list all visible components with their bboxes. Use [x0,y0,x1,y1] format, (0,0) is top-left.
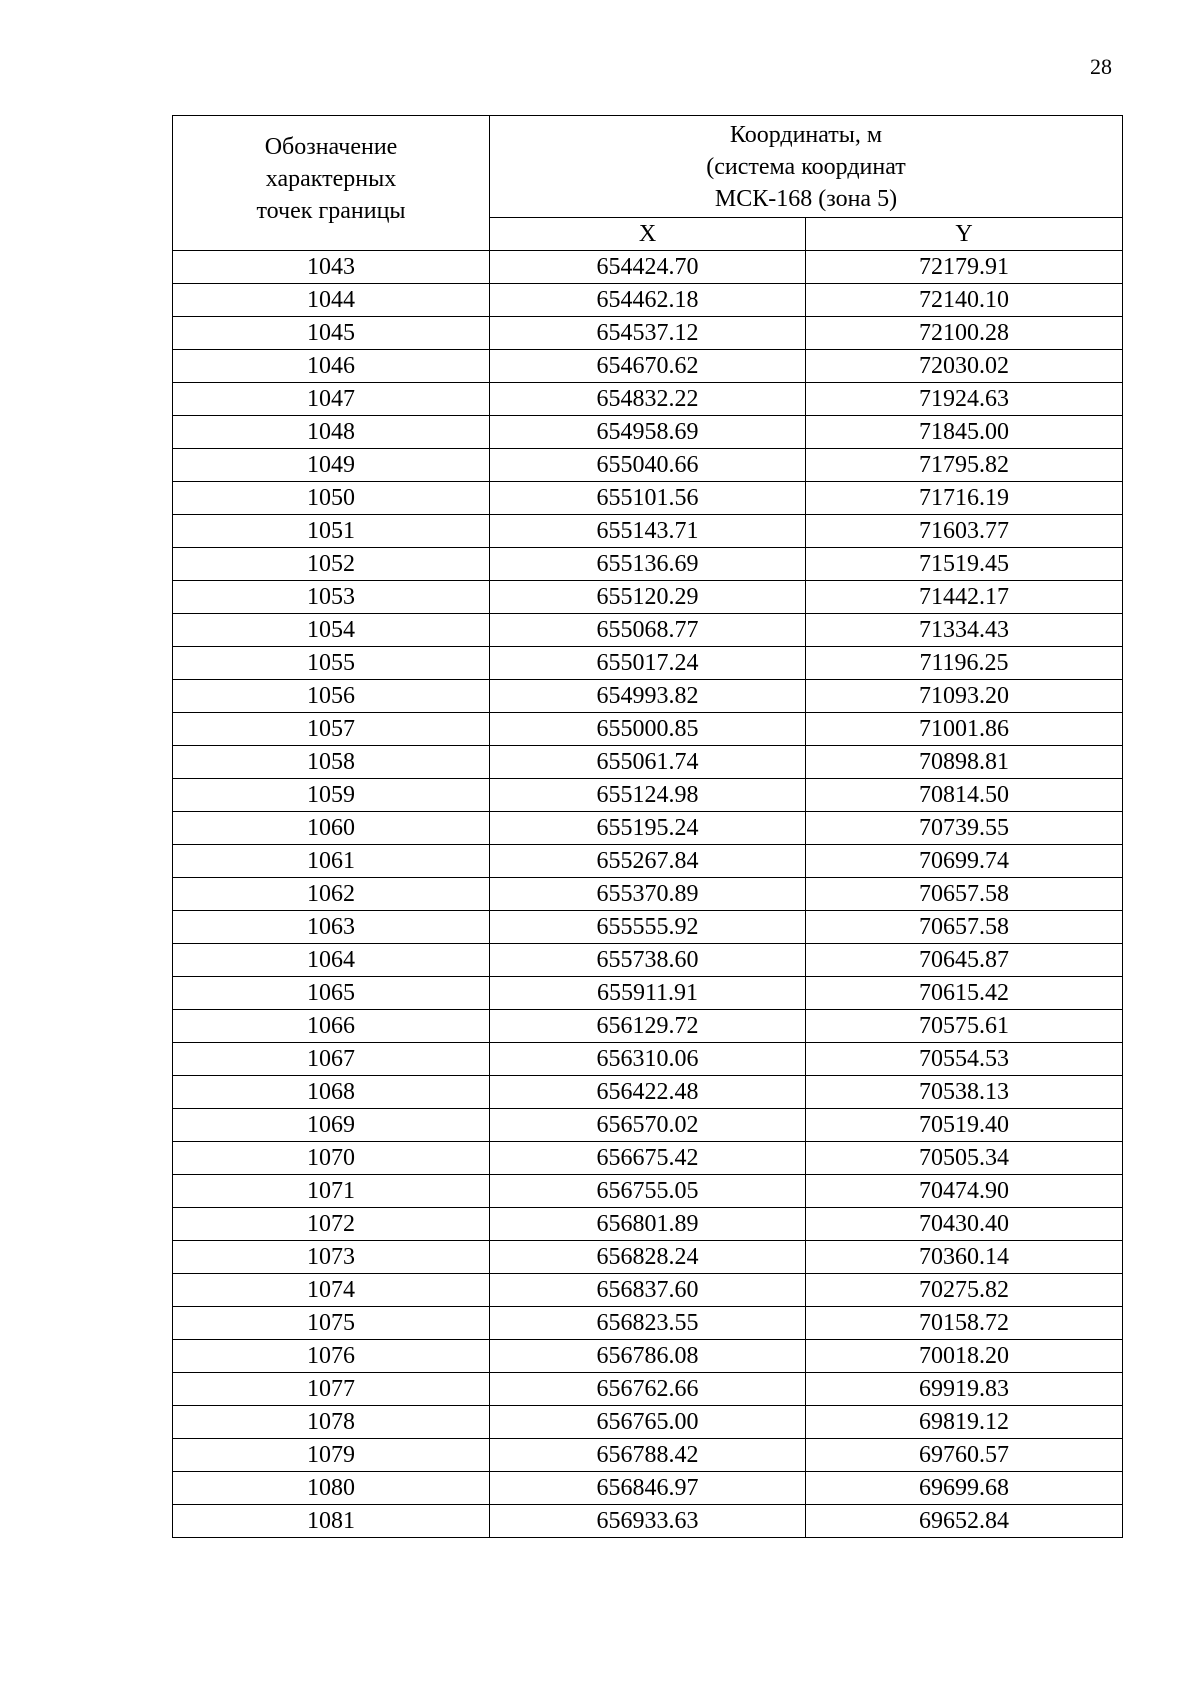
x-coordinate-cell: 656570.02 [490,1109,806,1142]
point-cell: 1063 [173,911,490,944]
y-coordinate-cell: 69652.84 [806,1505,1123,1538]
table-row [173,1274,1123,1307]
table-row [173,779,1123,812]
point-cell: 1058 [173,746,490,779]
table-row [173,812,1123,845]
point-cell: 1075 [173,1307,490,1340]
y-coordinate-cell: 71442.17 [806,581,1123,614]
table-row [173,1109,1123,1142]
point-cell: 1071 [173,1175,490,1208]
table-row [173,515,1123,548]
y-coordinate-cell: 71795.82 [806,449,1123,482]
y-coordinate-cell: 71924.63 [806,383,1123,416]
x-coordinate-cell: 654993.82 [490,680,806,713]
x-coordinate-cell: 654424.70 [490,251,806,284]
x-coordinate-cell: 656846.97 [490,1472,806,1505]
x-coordinate-cell: 655040.66 [490,449,806,482]
x-coordinate-cell: 654958.69 [490,416,806,449]
x-coordinate-cell: 655195.24 [490,812,806,845]
table-row [173,1373,1123,1406]
point-cell: 1072 [173,1208,490,1241]
y-coordinate-cell: 71519.45 [806,548,1123,581]
point-cell: 1074 [173,1274,490,1307]
table-row [173,251,1123,284]
point-cell: 1078 [173,1406,490,1439]
point-cell: 1052 [173,548,490,581]
x-coordinate-cell: 656837.60 [490,1274,806,1307]
x-coordinate-cell: 654462.18 [490,284,806,317]
table-body [173,251,1123,1538]
x-coordinate-cell: 656823.55 [490,1307,806,1340]
y-coordinate-cell: 70814.50 [806,779,1123,812]
point-cell: 1050 [173,482,490,515]
y-coordinate-cell: 70430.40 [806,1208,1123,1241]
y-coordinate-cell: 70474.90 [806,1175,1123,1208]
x-column-header: X [490,218,806,251]
coords-header-line: (система координат [706,154,906,180]
x-coordinate-cell: 655911.91 [490,977,806,1010]
coords-header-line: МСК-168 (зона 5) [714,186,898,212]
table-row [173,1076,1123,1109]
table-row [173,548,1123,581]
y-coordinate-cell: 69760.57 [806,1439,1123,1472]
point-header-line: характерных [265,166,397,192]
point-cell: 1073 [173,1241,490,1274]
table-row [173,482,1123,515]
table-row [173,581,1123,614]
y-coordinate-cell: 70018.20 [806,1340,1123,1373]
y-coordinate-cell: 69919.83 [806,1373,1123,1406]
x-coordinate-cell: 654670.62 [490,350,806,383]
y-coordinate-cell: 70554.53 [806,1043,1123,1076]
y-coordinate-cell: 71603.77 [806,515,1123,548]
table-row [173,1340,1123,1373]
point-header-line: Обозначение [264,134,398,160]
x-coordinate-cell: 654537.12 [490,317,806,350]
y-coordinate-cell: 70657.58 [806,911,1123,944]
table-row [173,977,1123,1010]
x-coordinate-cell: 656788.42 [490,1439,806,1472]
y-coordinate-cell: 70575.61 [806,1010,1123,1043]
point-cell: 1065 [173,977,490,1010]
point-cell: 1049 [173,449,490,482]
x-coordinate-cell: 655267.84 [490,845,806,878]
table-row [173,1406,1123,1439]
table-row [173,1472,1123,1505]
point-cell: 1076 [173,1340,490,1373]
point-header-line: точек границы [256,198,406,224]
table-row [173,416,1123,449]
table-row [173,1175,1123,1208]
table-row [173,713,1123,746]
table-row [173,317,1123,350]
x-coordinate-cell: 655738.60 [490,944,806,977]
table-row [173,1043,1123,1076]
table-row [173,614,1123,647]
x-coordinate-cell: 655000.85 [490,713,806,746]
point-cell: 1055 [173,647,490,680]
y-coordinate-cell: 70898.81 [806,746,1123,779]
y-coordinate-cell: 70519.40 [806,1109,1123,1142]
table-row [173,1142,1123,1175]
x-coordinate-cell: 655555.92 [490,911,806,944]
x-coordinate-cell: 654832.22 [490,383,806,416]
point-cell: 1059 [173,779,490,812]
point-cell: 1081 [173,1505,490,1538]
y-coordinate-cell: 70615.42 [806,977,1123,1010]
y-coordinate-cell: 72100.28 [806,317,1123,350]
point-cell: 1060 [173,812,490,845]
y-coordinate-cell: 71196.25 [806,647,1123,680]
table-row [173,1439,1123,1472]
y-coordinate-cell: 69819.12 [806,1406,1123,1439]
y-column-header: Y [806,218,1123,251]
y-coordinate-cell: 72030.02 [806,350,1123,383]
table-row [173,449,1123,482]
x-coordinate-cell: 655136.69 [490,548,806,581]
point-cell: 1045 [173,317,490,350]
x-coordinate-cell: 656933.63 [490,1505,806,1538]
x-coordinate-cell: 655068.77 [490,614,806,647]
point-cell: 1067 [173,1043,490,1076]
table-row [173,746,1123,779]
y-coordinate-cell: 69699.68 [806,1472,1123,1505]
x-coordinate-cell: 656129.72 [490,1010,806,1043]
point-cell: 1051 [173,515,490,548]
point-cell: 1066 [173,1010,490,1043]
y-coordinate-cell: 70505.34 [806,1142,1123,1175]
y-coordinate-cell: 70158.72 [806,1307,1123,1340]
coords-header-line: Координаты, м [729,122,883,148]
point-designation-header [173,116,490,251]
table-row [173,1010,1123,1043]
point-cell: 1068 [173,1076,490,1109]
point-cell: 1079 [173,1439,490,1472]
x-coordinate-cell: 656422.48 [490,1076,806,1109]
coordinates-group-header [490,116,1123,218]
point-cell: 1061 [173,845,490,878]
x-coordinate-cell: 656762.66 [490,1373,806,1406]
table-row [173,911,1123,944]
x-coordinate-cell: 655124.98 [490,779,806,812]
point-cell: 1048 [173,416,490,449]
x-coordinate-cell: 656786.08 [490,1340,806,1373]
x-coordinate-cell: 656828.24 [490,1241,806,1274]
y-coordinate-cell: 72140.10 [806,284,1123,317]
x-coordinate-cell: 656755.05 [490,1175,806,1208]
x-coordinate-cell: 655101.56 [490,482,806,515]
y-coordinate-cell: 70699.74 [806,845,1123,878]
y-coordinate-cell: 70275.82 [806,1274,1123,1307]
coordinates-table [172,115,1123,1538]
point-cell: 1043 [173,251,490,284]
table-row [173,383,1123,416]
table-header [173,116,1123,251]
point-cell: 1062 [173,878,490,911]
x-coordinate-cell: 655017.24 [490,647,806,680]
point-cell: 1044 [173,284,490,317]
table-row [173,845,1123,878]
page-number: 28 [1090,54,1112,79]
table-row [173,284,1123,317]
point-cell: 1046 [173,350,490,383]
y-coordinate-cell: 72179.91 [806,251,1123,284]
x-coordinate-cell: 656310.06 [490,1043,806,1076]
x-coordinate-cell: 655370.89 [490,878,806,911]
table-row [173,647,1123,680]
point-cell: 1064 [173,944,490,977]
point-cell: 1054 [173,614,490,647]
point-cell: 1069 [173,1109,490,1142]
table-row [173,878,1123,911]
y-coordinate-cell: 70645.87 [806,944,1123,977]
table-row [173,1505,1123,1538]
x-coordinate-cell: 656675.42 [490,1142,806,1175]
x-coordinate-cell: 655143.71 [490,515,806,548]
table-row [173,944,1123,977]
y-coordinate-cell: 71845.00 [806,416,1123,449]
point-cell: 1053 [173,581,490,614]
table-row [173,350,1123,383]
table-row [173,680,1123,713]
point-cell: 1080 [173,1472,490,1505]
y-coordinate-cell: 71334.43 [806,614,1123,647]
y-coordinate-cell: 70739.55 [806,812,1123,845]
table-row [173,1241,1123,1274]
point-cell: 1070 [173,1142,490,1175]
x-coordinate-cell: 656765.00 [490,1406,806,1439]
point-cell: 1077 [173,1373,490,1406]
y-coordinate-cell: 70657.58 [806,878,1123,911]
point-cell: 1047 [173,383,490,416]
point-cell: 1057 [173,713,490,746]
table-row [173,1307,1123,1340]
y-coordinate-cell: 71093.20 [806,680,1123,713]
y-coordinate-cell: 70538.13 [806,1076,1123,1109]
x-coordinate-cell: 655061.74 [490,746,806,779]
x-coordinate-cell: 656801.89 [490,1208,806,1241]
table-row [173,1208,1123,1241]
x-coordinate-cell: 655120.29 [490,581,806,614]
y-coordinate-cell: 70360.14 [806,1241,1123,1274]
y-coordinate-cell: 71716.19 [806,482,1123,515]
point-cell: 1056 [173,680,490,713]
y-coordinate-cell: 71001.86 [806,713,1123,746]
